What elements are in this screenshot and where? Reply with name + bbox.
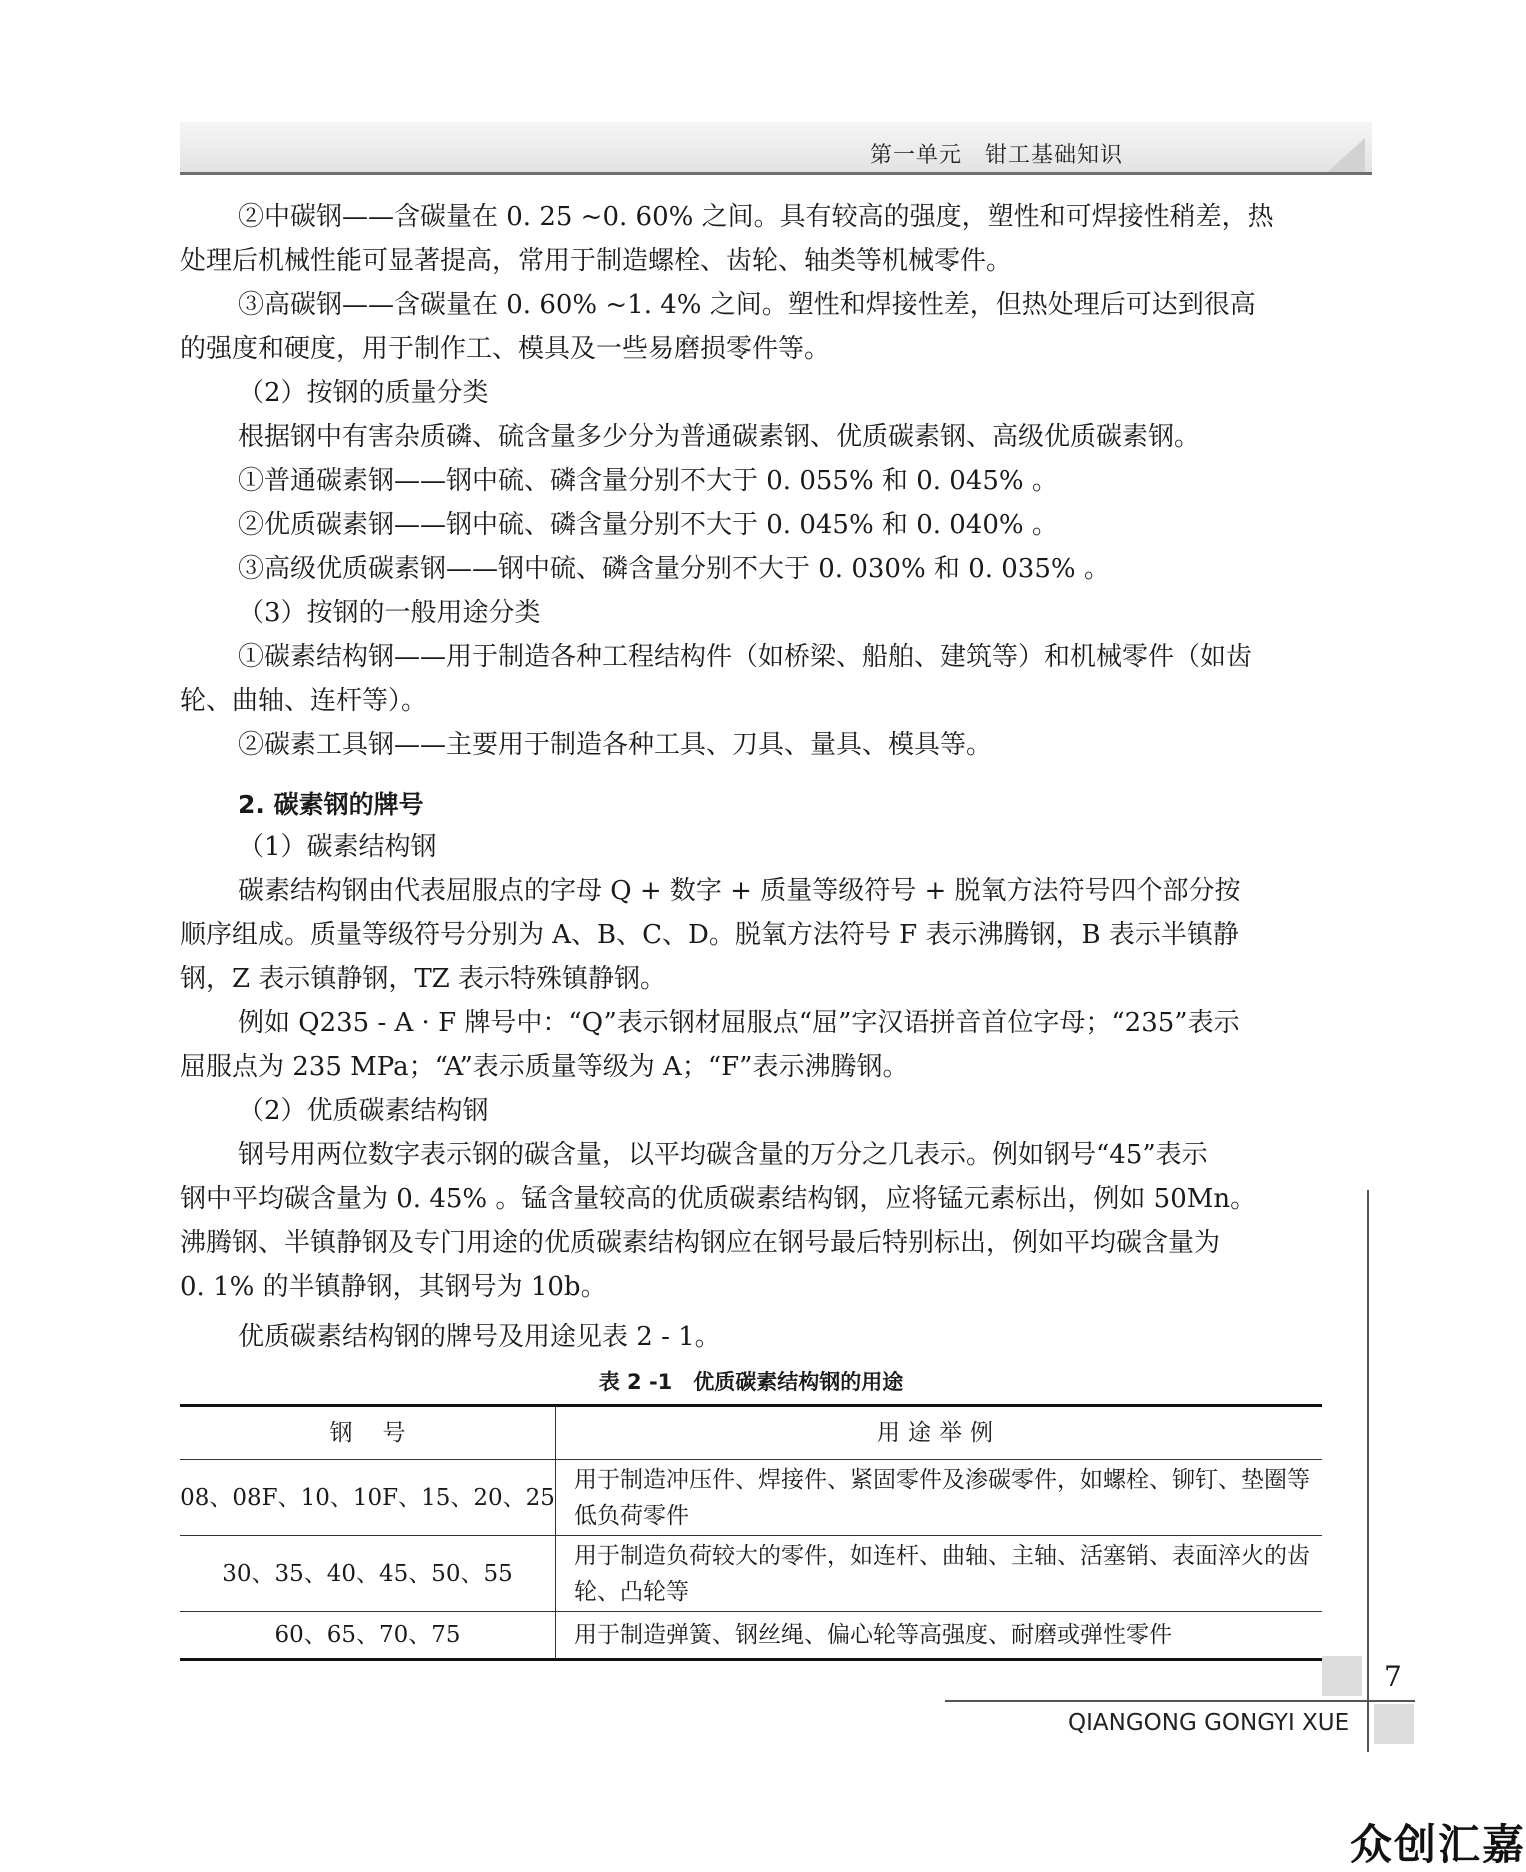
header-band	[180, 122, 1372, 174]
cell-usage: 用于制造冲压件、焊接件、紧固零件及渗碳零件，如螺栓、铆钉、垫圈等低负荷零件	[556, 1460, 1323, 1536]
paragraph-line: ②碳素工具钢——主要用于制造各种工具、刀具、量具、模具等。	[238, 730, 993, 760]
paragraph-line: 钢，Z 表示镇静钢，TZ 表示特殊镇静钢。	[180, 964, 667, 994]
cell-grade: 30、35、40、45、50、55	[180, 1536, 556, 1612]
list-item: ③高级优质碳素钢——钢中硫、磷含量分别不大于 0. 030% 和 0. 035% 。	[238, 554, 1110, 584]
steel-usage-table	[180, 1404, 1322, 1661]
header-rule	[180, 172, 1372, 175]
paragraph-line: 屈服点为 235 MPa；“A”表示质量等级为 A；“F”表示沸腾钢。	[180, 1052, 909, 1082]
column-header-usage: 用途举例	[556, 1406, 1323, 1460]
cell-usage: 用于制造负荷较大的零件，如连杆、曲轴、主轴、活塞销、表面淬火的齿轮、凸轮等	[556, 1536, 1323, 1612]
paragraph-line: 优质碳素结构钢的牌号及用途见表 2 - 1。	[238, 1322, 721, 1352]
page-number: 7	[1384, 1660, 1402, 1693]
paragraph-line: 钢中平均碳含量为 0. 45% 。锰含量较高的优质碳素结构钢，应将锰元素标出，例如 50Mn。	[180, 1184, 1257, 1214]
table-row	[180, 1460, 1322, 1536]
paragraph-line: 例如 Q235 - A · F 牌号中：“Q”表示钢材屈服点“屈”字汉语拼音首位字母；“235”表示	[238, 1008, 1240, 1038]
paragraph-line: 钢号用两位数字表示钢的碳含量，以平均碳含量的万分之几表示。例如钢号“45”表示	[238, 1140, 1208, 1170]
running-header-title: 第一单元 钳工基础知识	[870, 143, 1124, 168]
footer-rule	[945, 1700, 1415, 1702]
cell-grade: 60、65、70、75	[180, 1612, 556, 1660]
footer-square-decoration	[1374, 1704, 1414, 1744]
table-caption: 表 2 -1 优质碳素结构钢的用途	[598, 1370, 904, 1394]
list-item: ②优质碳素钢——钢中硫、磷含量分别不大于 0. 045% 和 0. 040% 。	[238, 510, 1058, 540]
paragraph-line: ①碳素结构钢——用于制造各种工程结构件（如桥梁、船舶、建筑等）和机械零件（如齿	[238, 642, 1253, 672]
cell-usage: 用于制造弹簧、钢丝绳、偏心轮等高强度、耐磨或弹性零件	[556, 1612, 1323, 1660]
paragraph-line: 轮、曲轴、连杆等）。	[180, 686, 428, 716]
list-item: ①普通碳素钢——钢中硫、磷含量分别不大于 0. 055% 和 0. 045% 。	[238, 466, 1058, 496]
table-header-row	[180, 1406, 1322, 1460]
paragraph-line: 的强度和硬度，用于制作工、模具及一些易磨损零件等。	[180, 334, 831, 364]
table-row	[180, 1536, 1322, 1612]
subheading: （2）优质碳素结构钢	[238, 1096, 489, 1126]
table-row	[180, 1612, 1322, 1660]
subheading: （3）按钢的一般用途分类	[238, 598, 541, 628]
paragraph-line: 沸腾钢、半镇静钢及专门用途的优质碳素结构钢应在钢号最后特别标出，例如平均碳含量为	[180, 1228, 1221, 1258]
column-header-grade: 钢号	[180, 1406, 556, 1460]
paragraph-line: ②中碳钢——含碳量在 0. 25 ~0. 60% 之间。具有较高的强度，塑性和可焊接性稍差，热	[238, 202, 1274, 232]
cell-grade: 08、08F、10、10F、15、20、25	[180, 1460, 556, 1536]
subheading: （1）碳素结构钢	[238, 832, 437, 862]
header-tab-decoration	[1325, 138, 1365, 174]
paragraph-line: 碳素结构钢由代表屈服点的字母 Q + 数字 + 质量等级符号 + 脱氧方法符号四个部分按	[238, 876, 1241, 906]
paragraph-line: 顺序组成。质量等级符号分别为 A、B、C、D。脱氧方法符号 F 表示沸腾钢，B 表示半镇静	[180, 920, 1239, 950]
footer-square-decoration	[1322, 1656, 1362, 1696]
watermark-logo: 众创汇嘉	[1350, 1820, 1526, 1869]
paragraph-line: 0. 1% 的半镇静钢，其钢号为 10b。	[180, 1272, 607, 1302]
paragraph-line: ③高碳钢——含碳量在 0. 60% ~1. 4% 之间。塑性和焊接性差，但热处理后可达到很高	[238, 290, 1256, 320]
subheading: （2）按钢的质量分类	[238, 378, 489, 408]
paragraph-line: 根据钢中有害杂质磷、硫含量多少分为普通碳素钢、优质碳素钢、高级优质碳素钢。	[238, 422, 1201, 452]
running-footer-title: QIANGONG GONGYI XUE	[1068, 1710, 1350, 1736]
section-heading: 2. 碳素钢的牌号	[238, 790, 424, 819]
footer-vertical-rule	[1367, 1190, 1369, 1752]
paragraph-line: 处理后机械性能可显著提高，常用于制造螺栓、齿轮、轴类等机械零件。	[180, 246, 1013, 276]
